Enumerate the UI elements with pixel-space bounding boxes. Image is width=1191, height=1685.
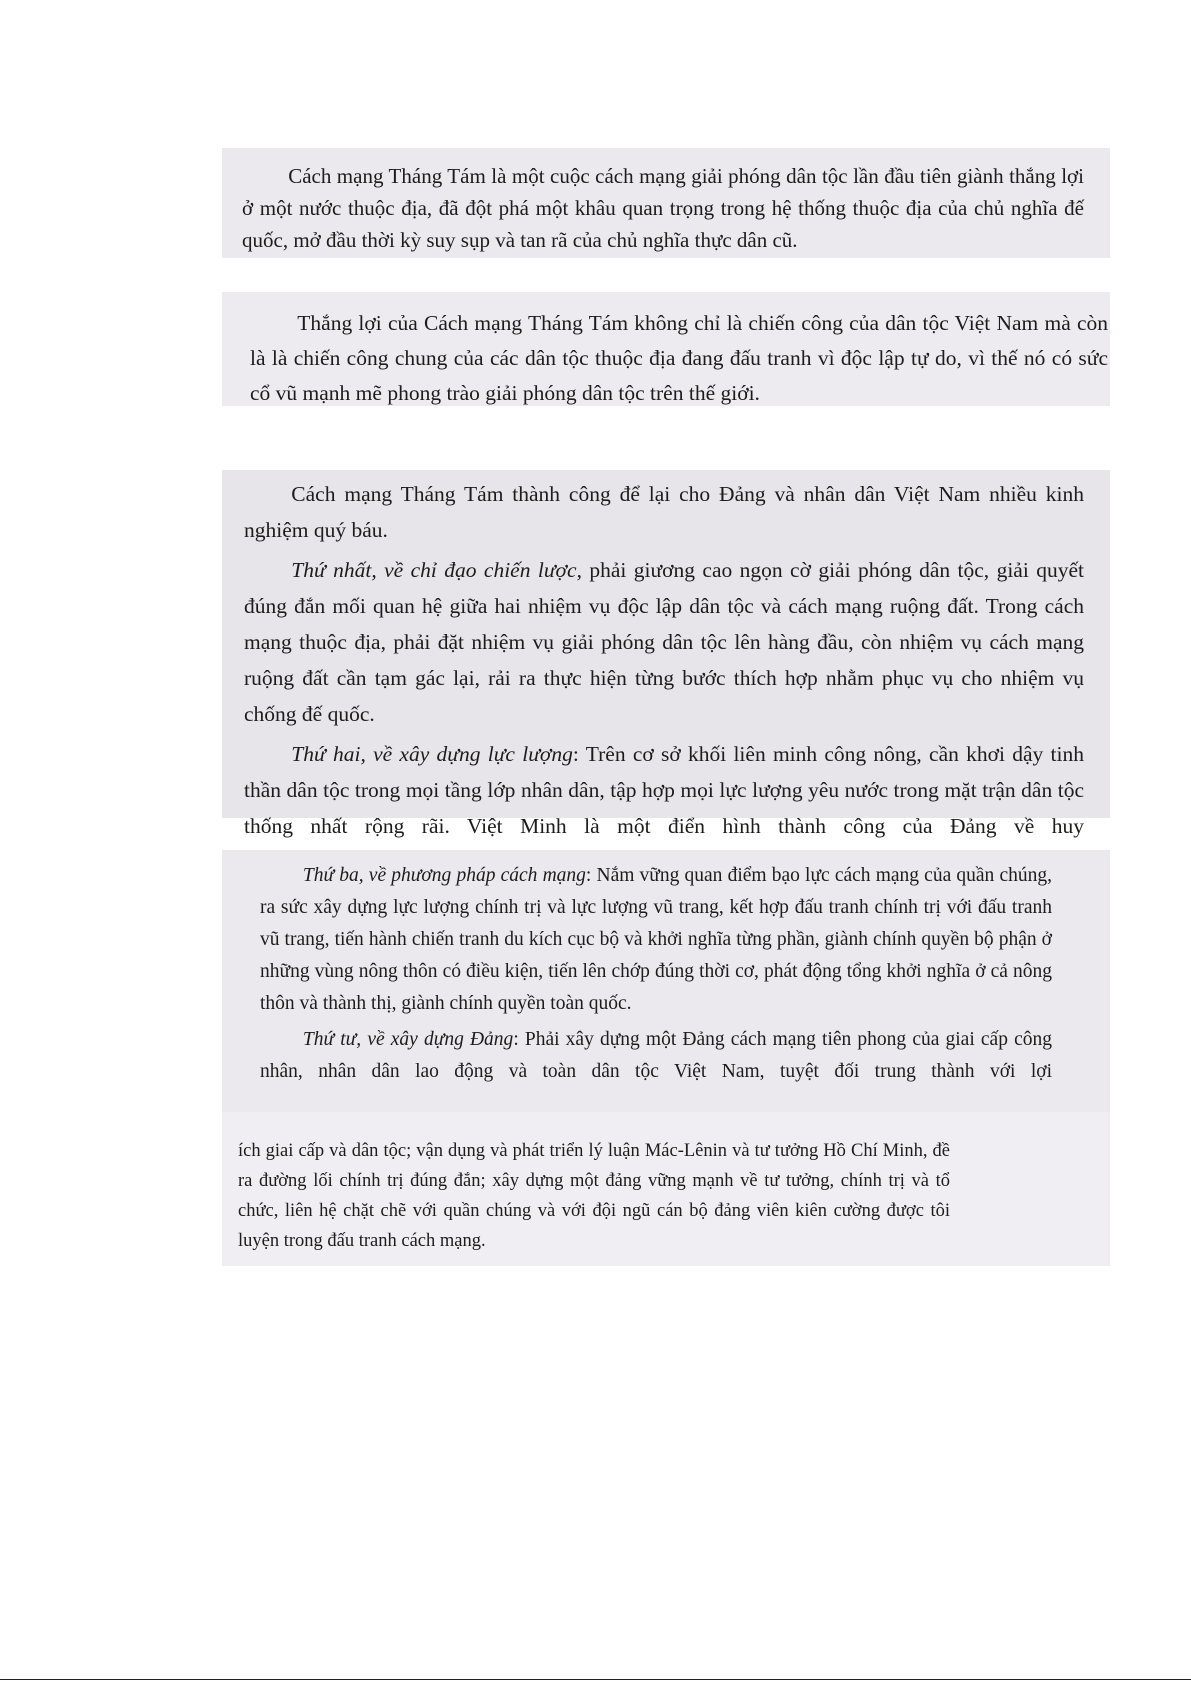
paragraph-party-building: ích giai cấp và dân tộc; vận dụng và phát triển lý luận Mác-Lênin và tư tưởng Hồ Chí Minh, đề ra đường lối chính trị đúng đắn; xây dựng một đảng vững mạnh về tư tưởng, chính trị và tổ chức, liên hệ chặt chẽ với quần chúng và với đội ngũ cán bộ đảng viên kiên cường được tôi luyện trong đấu tranh cách mạng. [238, 1141, 950, 1251]
paragraph-lesson-first [244, 552, 1084, 732]
scan-excerpt-lessons-continued [222, 850, 1110, 1112]
lesson-first-body: , phải giương cao ngọn cờ giải phóng dân tộc, giải quyết đúng đắn mối quan hệ giữa hai nhiệm vụ độc lập dân tộc và cách mạng ruộng đất. Trong cách mạng thuộc địa, phải đặt nhiệm vụ giải phóng dân tộc lên hàng đầu, còn nhiệm vụ cách mạng ruộng đất cần tạm gác lại, rải ra thực hiện từng bước thích hợp nhằm phục vụ cho nhiệm vụ chống đế quốc. [244, 558, 1084, 726]
lesson-third-heading: Thứ ba, về phương pháp cách mạng [302, 865, 586, 886]
lesson-second-body: : Trên cơ sở khối liên minh công nông, cần khơi dậy tinh thần dân tộc trong mọi tầng lớp nhân dân, tập hợp mọi lực lượng yêu nước trong mặt trận dân tộc thống nhất rộng rãi. Việt Minh là một điển hình thành công của Đảng về huy [244, 742, 1084, 838]
lesson-fourth-body: : Phải xây dựng một Đảng cách mạng tiên phong của giai cấp công nhân, nhân dân lao động và toàn dân tộc Việt Nam, tuyệt đối trung thành với lợi [260, 1029, 1052, 1082]
lesson-first-heading: Thứ nhất, về chỉ đạo chiến lược [291, 558, 577, 582]
scan-excerpt-party-building [222, 1112, 1110, 1266]
scan-excerpt-international-impact [222, 292, 1110, 406]
lesson-fourth-heading: Thứ tư, về xây dựng Đảng [302, 1029, 514, 1050]
paragraph-significance: Cách mạng Tháng Tám là một cuộc cách mạng giải phóng dân tộc lần đầu tiên giành thắng lợi ở một nước thuộc địa, đã đột phá một khâu quan trọng trong hệ thống thuộc địa của chủ nghĩa đế quốc, mở đầu thời kỳ suy sụp và tan rã của chủ nghĩa thực dân cũ. [242, 164, 1084, 252]
paragraph-lesson-second [244, 736, 1084, 844]
scan-excerpt-lessons [222, 470, 1110, 838]
lesson-third-body: : Nắm vững quan điểm bạo lực cách mạng của quần chúng, ra sức xây dựng lực lượng chính trị và lực lượng vũ trang, kết hợp đấu tranh chính trị với đấu tranh vũ trang, tiến hành chiến tranh du kích cục bộ và khởi nghĩa từng phần, giành chính quyền bộ phận ở những vùng nông thôn có điều kiện, tiến lên chớp đúng thời cơ, phát động tổng khởi nghĩa ở cả nông thôn và thành thị, giành chính quyền toàn quốc. [260, 865, 1052, 1014]
paragraph-lesson-third [260, 860, 1052, 1020]
footer-rule [0, 1679, 1191, 1680]
scan-excerpt-significance [222, 148, 1110, 258]
paragraph-lessons-intro: Cách mạng Tháng Tám thành công để lại cho Đảng và nhân dân Việt Nam nhiều kinh nghiệm quý báu. [244, 482, 1084, 542]
lesson-second-heading: Thứ hai, về xây dựng lực lượng [291, 742, 573, 766]
paragraph-international-impact: Thắng lợi của Cách mạng Tháng Tám không chỉ là chiến công của dân tộc Việt Nam mà còn là là chiến công chung của các dân tộc thuộc địa đang đấu tranh vì độc lập tự do, vì thế nó có sức cổ vũ mạnh mẽ phong trào giải phóng dân tộc trên thế giới. [250, 311, 1108, 405]
paragraph-lesson-fourth [260, 1024, 1052, 1088]
